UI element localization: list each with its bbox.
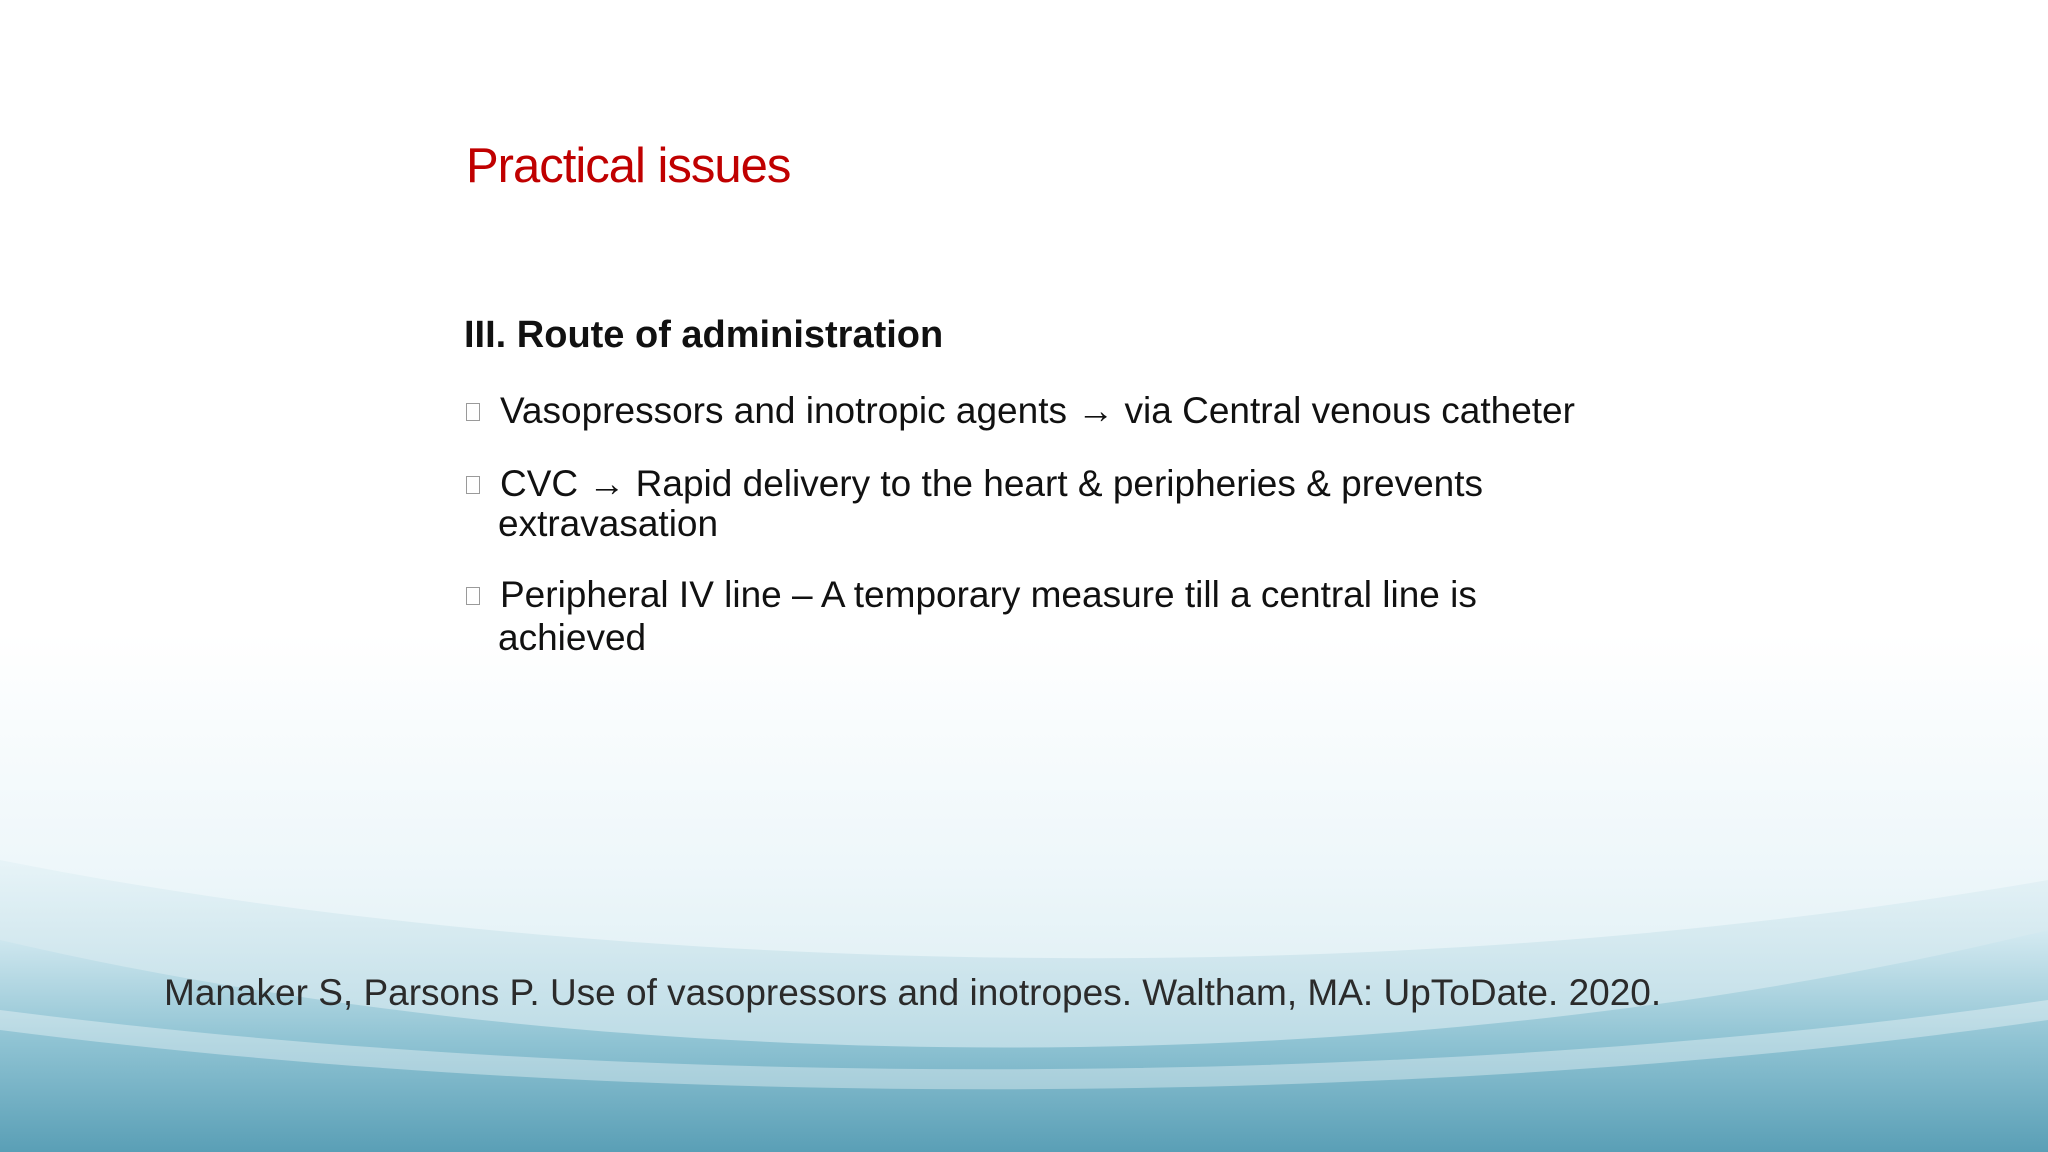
checkbox-bullet-icon [466, 403, 480, 421]
checkbox-bullet-icon [466, 476, 480, 494]
bullet-3-text: Peripheral IV line – A temporary measure till a central line is [500, 574, 1477, 615]
bullet-2-continuation: extravasation [498, 503, 719, 544]
section-heading: III. Route of administration [464, 314, 944, 356]
bullet-1-text: Vasopressors and inotropic agents → via Central venous catheter [500, 390, 1575, 431]
bullet-item-3 [466, 575, 1626, 661]
slide-title: Practical issues [466, 139, 791, 193]
bullet-2-text: CVC → Rapid delivery to the heart & peripheries & prevents [500, 463, 1484, 504]
bullet-3-continuation: achieved [498, 617, 647, 658]
checkbox-bullet-icon [466, 587, 480, 605]
bullet-item-2 [466, 464, 1626, 544]
citation-reference: Manaker S, Parsons P. Use of vasopressors and inotropes. Waltham, MA: UpToDate. 2020. [164, 972, 1662, 1013]
bullet-item-1 [466, 391, 1626, 431]
